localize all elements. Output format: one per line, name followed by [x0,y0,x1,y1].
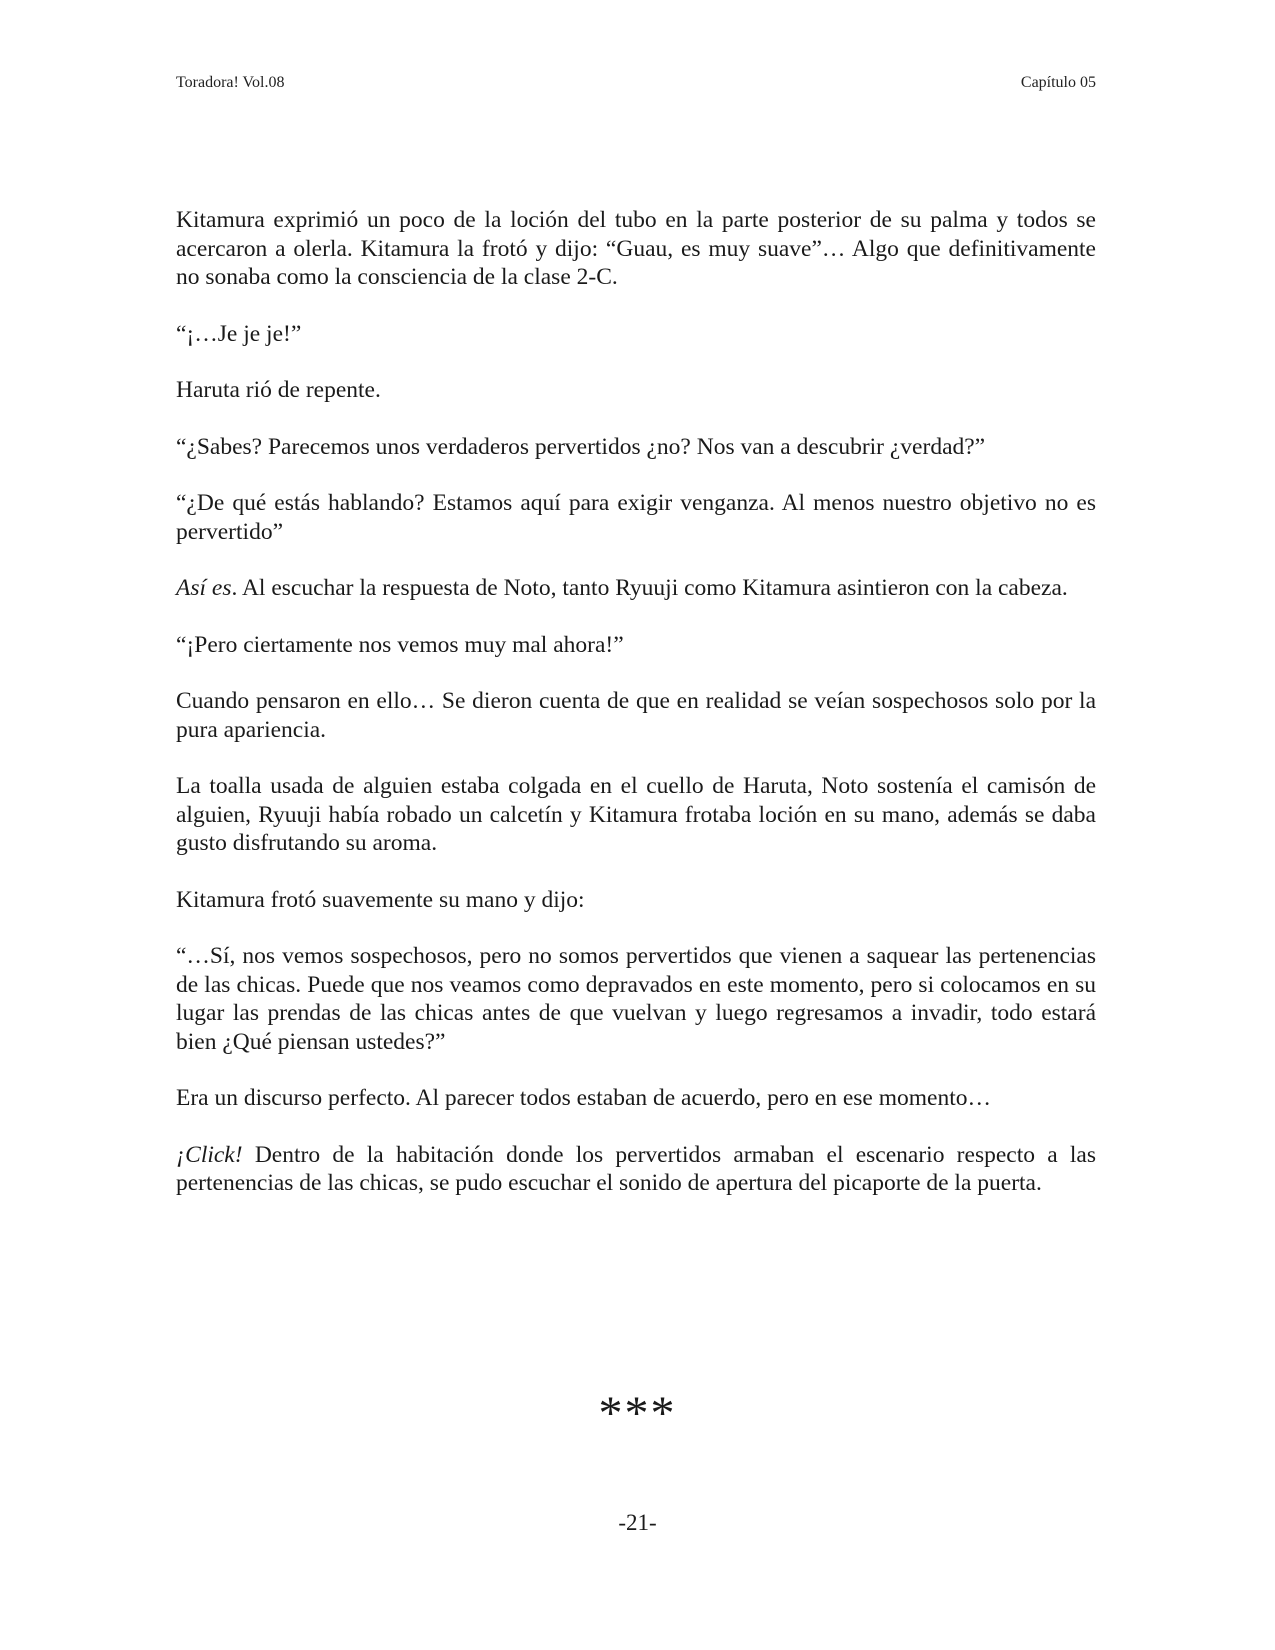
paragraph: Era un discurso perfecto. Al parecer todos estaban de acuerdo, pero en ese momento… [176,1085,992,1111]
paragraph: Así es. Al escuchar la respuesta de Noto, tanto Ryuuji como Kitamura asintieron con la cabeza. [176,575,1068,601]
paragraph: “¡…Je je je!” [176,320,302,347]
header-book-title: Toradora! Vol.08 [176,74,285,91]
paragraph: “¿Sabes? Parecemos unos verdaderos pervertidos ¿no? Nos van a descubrir ¿verdad?” [176,433,986,460]
scene-separator: *** [598,1387,677,1440]
paragraph: Kitamura exprimió un poco de la loción del tubo en la parte posterior de su palma y todos se acercaron a olerla. Kitamura la frotó y dijo: “Guau, es muy suave”… Algo que definitivamente no sonaba como la consciencia de la clase 2-C. [176,207,1096,290]
italic-emphasis: ¡Click! [176,1141,243,1168]
paragraph: “¡Pero ciertamente nos vemos muy mal ahora!” [176,631,624,658]
body-text [176,206,1096,1226]
paragraph: Haruta rió de repente. [176,377,381,403]
paragraph: Kitamura frotó suavemente su mano y dijo: [176,886,585,913]
paragraph: ¡Click! Dentro de la habitación donde los pervertidos armaban el escenario respecto a las pertenencias de las chicas, se pudo escuchar el sonido de apertura del picaporte de la puerta. [176,1141,1096,1196]
paragraph: Cuando pensaron en ello… Se dieron cuenta de que en realidad se veían sospechosos solo por la pura apariencia. [176,688,1096,743]
page-number: -21- [618,1510,657,1535]
paragraph: “…Sí, nos vemos sospechosos, pero no somos pervertidos que vienen a saquear las pertenencias de las chicas. Puede que nos veamos como depravados en este momento, pero si colocamos en su lugar las prendas de las chicas antes de que vuelvan y luego regresamos a invadir, todo estará bien ¿Qué piensan ustedes?” [176,943,1096,1055]
header-chapter: Capítulo 05 [1020,74,1096,91]
italic-emphasis: Así es [176,575,232,601]
paragraph: “¿De qué estás hablando? Estamos aquí para exigir venganza. Al menos nuestro objetivo no es pervertido” [176,490,1096,545]
running-header [176,74,1096,92]
paragraph: La toalla usada de alguien estaba colgada en el cuello de Haruta, Noto sostenía el camisón de alguien, Ryuuji había robado un calcetín y Kitamura frotaba loción en su mano, además se daba gusto disfrutando su aroma. [176,773,1096,856]
